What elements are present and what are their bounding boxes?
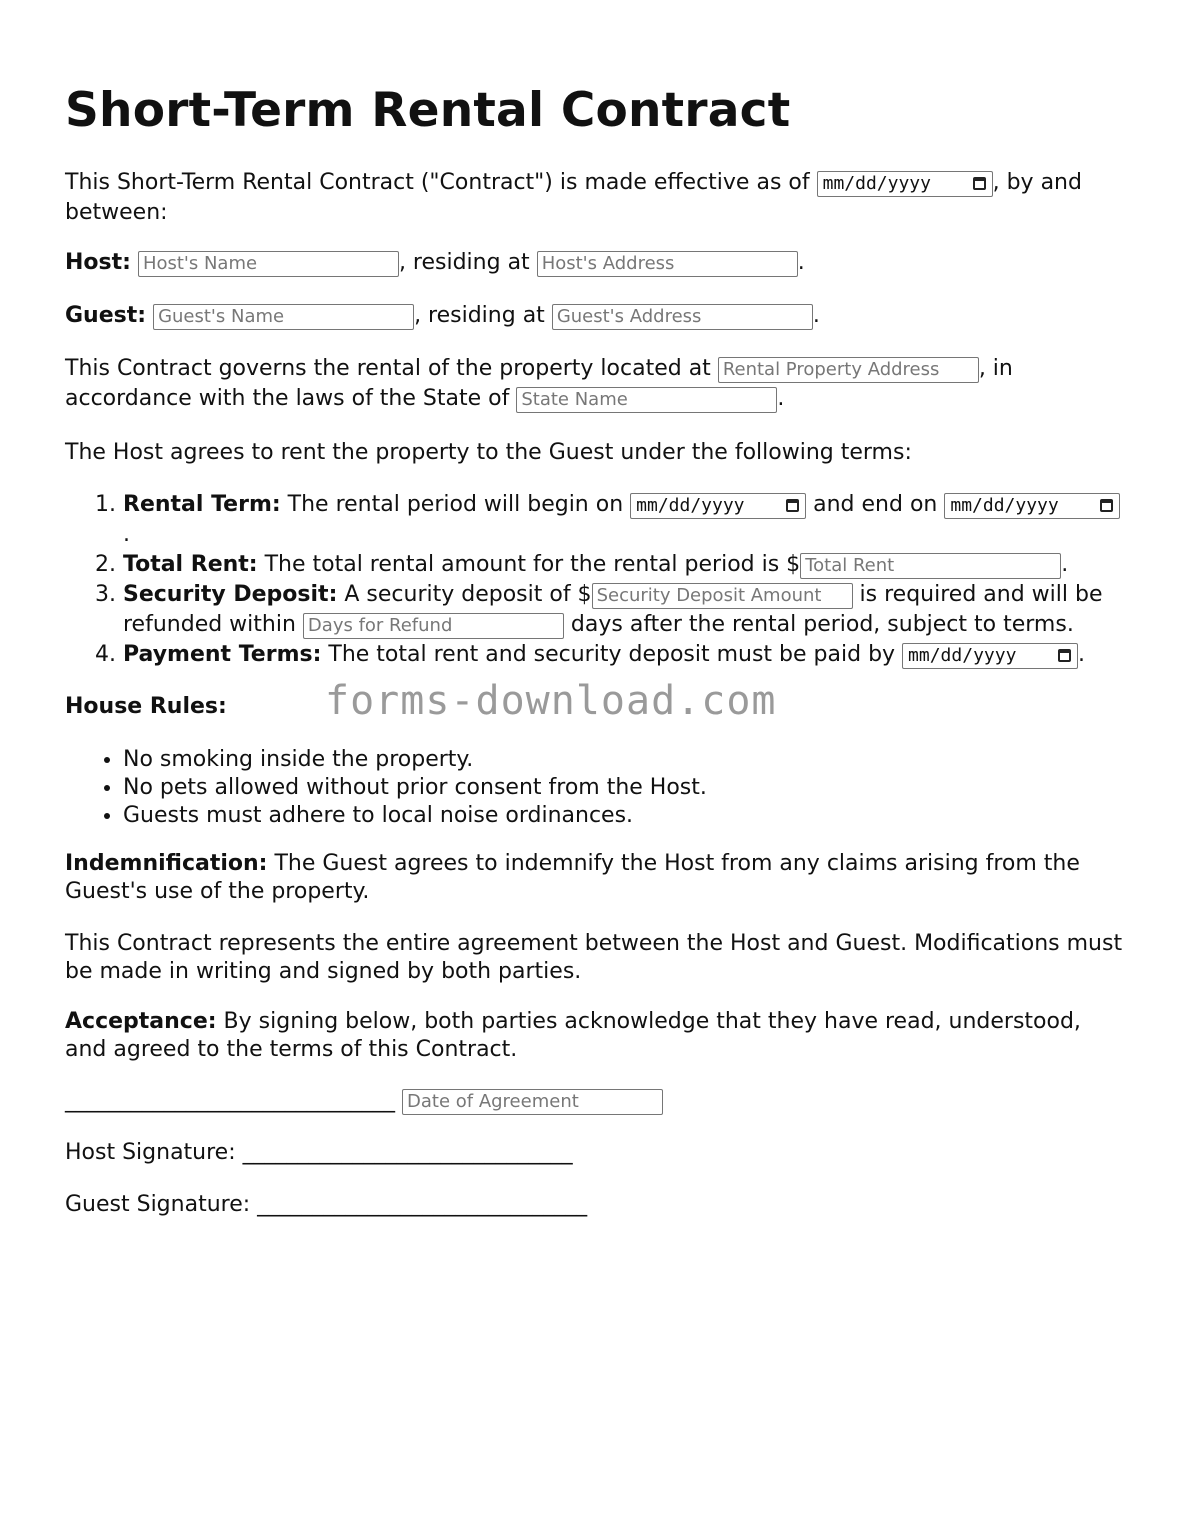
host-name-input[interactable] — [138, 251, 399, 277]
state-name-input[interactable] — [516, 387, 777, 413]
signature-blank-line: ______________________________ — [65, 1088, 395, 1113]
host-signature-line[interactable]: ______________________________ — [242, 1140, 573, 1165]
host-residing-text: , residing at — [398, 250, 537, 275]
acceptance-paragraph: Acceptance: By signing below, both parties acknowledge that they have read, understood, and agreed to the terms of this Contract. — [65, 1009, 1081, 1062]
calendar-icon[interactable] — [1100, 499, 1113, 512]
calendar-icon[interactable] — [786, 499, 799, 512]
intro-after-text: , by and between: — [65, 170, 1082, 225]
host-paragraph: Host: Host's Name , residing at Host's Address . — [65, 248, 1125, 278]
host-label: Host: — [65, 250, 131, 275]
indemnification-paragraph: Indemnification: The Guest agrees to indemnify the Host from any claims arising from the Guest's use of the property. — [65, 851, 1080, 904]
guest-label: Guest: — [65, 303, 147, 328]
term-security-deposit: 3. Security Deposit: A security deposit of $Security Deposit Amount is required and will be refunded within Days for Refund days after the rental period, subject to terms. — [123, 580, 1125, 640]
watermark: forms-download.com — [325, 678, 777, 724]
term-payment-terms: 4. Payment Terms: The total rent and security deposit must be paid by mm/dd/yyyy . — [123, 640, 1125, 670]
intro-text: This Short-Term Rental Contract ("Contract") is made effective as of — [65, 170, 817, 195]
guest-signature-row — [65, 1190, 1125, 1220]
list-item: • Guests must adhere to local noise ordinances. — [123, 802, 1125, 830]
days-for-refund-input[interactable] — [303, 613, 564, 639]
agree-paragraph: The Host agrees to rent the property to the Guest under the following terms: — [65, 440, 912, 465]
calendar-icon[interactable] — [973, 177, 986, 190]
host-signature-row — [65, 1138, 1125, 1168]
document-page — [65, 0, 1125, 1220]
rental-end-date-input[interactable]: mm/dd/yyyy — [944, 493, 1120, 519]
guest-residing-text: , residing at — [414, 303, 552, 328]
host-signature-label: Host Signature: — [65, 1140, 243, 1165]
house-rules-heading: House Rules: forms-download.com — [65, 678, 777, 724]
payment-date-input[interactable]: mm/dd/yyyy — [902, 643, 1078, 669]
total-rent-input[interactable] — [800, 553, 1061, 579]
list-item: • No pets allowed without prior consent from the Host. — [123, 774, 1125, 802]
agreement-date-row — [65, 1086, 1125, 1116]
guest-paragraph: Guest: Guest's Name , residing at Guest's Address . — [65, 301, 1125, 331]
guest-signature-line[interactable]: ______________________________ — [257, 1192, 588, 1217]
guest-signature-label: Guest Signature: — [65, 1192, 258, 1217]
rental-property-address-input[interactable] — [718, 357, 979, 383]
guest-address-input[interactable] — [552, 304, 813, 330]
effective-date-input[interactable]: mm/dd/yyyy — [817, 171, 993, 197]
guest-name-input[interactable] — [153, 304, 414, 330]
page-title: Short-Term Rental Contract — [65, 83, 791, 138]
security-deposit-input[interactable] — [592, 583, 853, 609]
host-address-input[interactable] — [537, 251, 798, 277]
term-total-rent: 2. Total Rent: The total rental amount for the rental period is $Total Rent . — [123, 550, 1125, 580]
date-of-agreement-input[interactable] — [402, 1089, 663, 1115]
calendar-icon[interactable] — [1058, 649, 1071, 662]
entire-agreement-paragraph: This Contract represents the entire agreement between the Host and Guest. Modifications must be made in writing and signed by both parties. — [65, 931, 1123, 984]
property-paragraph: This Contract governs the rental of the property located at Rental Property Address , in accordance with the laws of the State of State Name . — [65, 354, 1125, 414]
house-rules-list — [65, 746, 1125, 830]
terms-list — [65, 490, 1125, 670]
rental-start-date-input[interactable]: mm/dd/yyyy — [630, 493, 806, 519]
list-item: • No smoking inside the property. — [123, 746, 1125, 774]
term-rental-term: 1. Rental Term: The rental period will begin on mm/dd/yyyy and end on mm/dd/yyyy . — [123, 490, 1125, 550]
intro-paragraph — [65, 168, 1125, 228]
